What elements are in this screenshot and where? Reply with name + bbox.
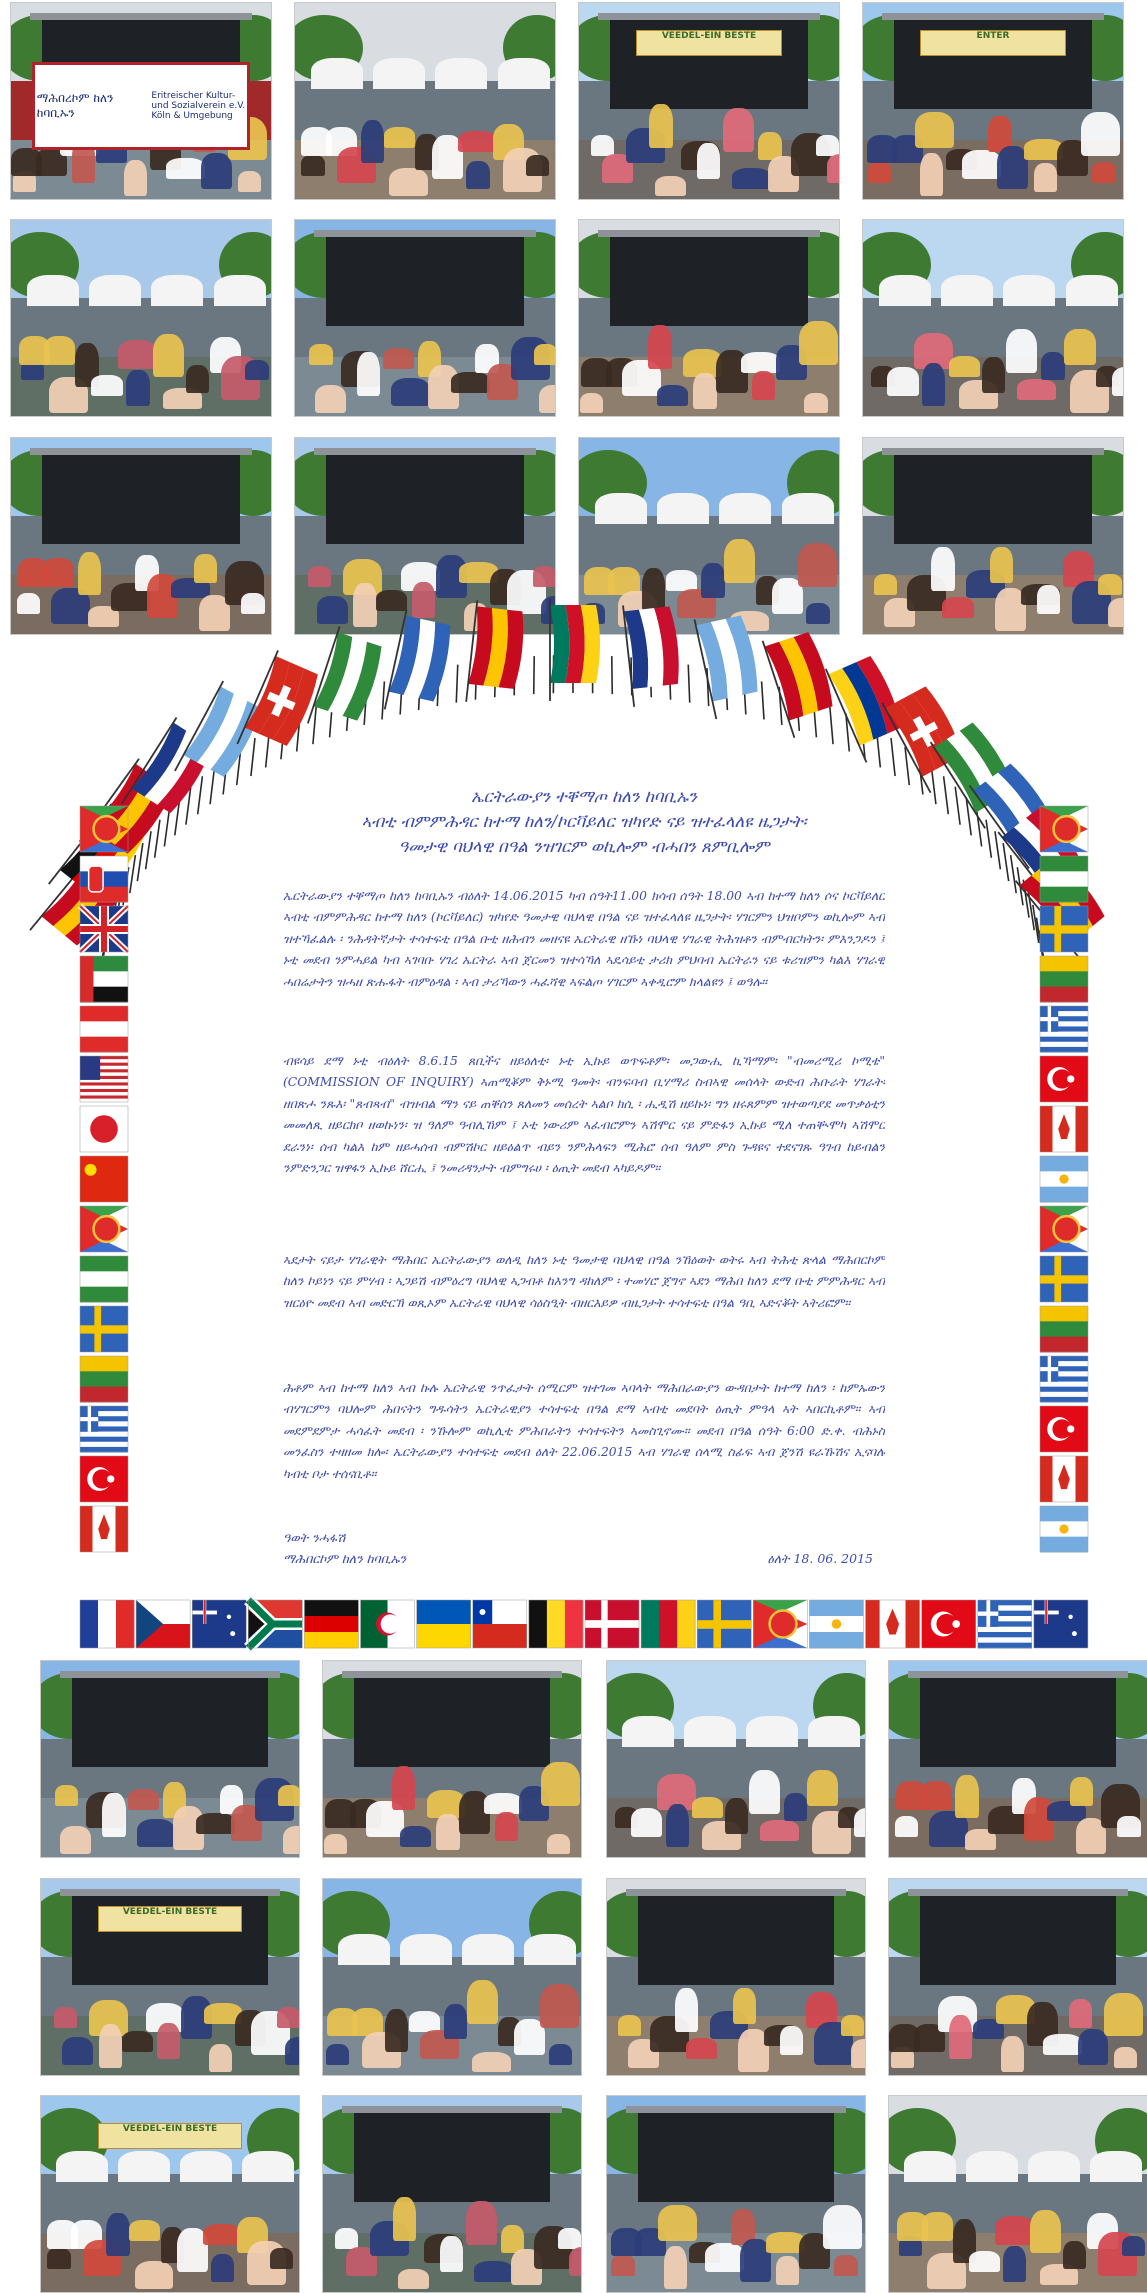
greece-flag-icon bbox=[80, 1406, 128, 1453]
crowd-square-photo bbox=[578, 219, 840, 417]
chile-flag-icon bbox=[473, 1600, 527, 1648]
stage-dance-group-photo bbox=[862, 2, 1124, 200]
argentina-flag-icon bbox=[1040, 1156, 1088, 1203]
signature-line-2: ማሕበርኮም ከለን ከባቢኡን bbox=[283, 1548, 885, 1569]
title-line-1: ኤርትራውያን ተቐማጦ ከለን ከባቢኡን bbox=[283, 784, 885, 809]
sign-text-german: Eritreischer Kultur- und Sozialverein e.V. Köln & Umgebung bbox=[151, 91, 245, 121]
australia-flag-icon bbox=[1034, 1600, 1088, 1648]
south-africa-flag-icon bbox=[248, 1600, 302, 1648]
canada-flag-icon bbox=[1040, 1456, 1088, 1502]
switzerland-arch-flag-icon bbox=[882, 679, 974, 793]
title-line-3: ዓመታዊ ባህላዊ በዓል ንዝገርም ወኪሎም ብሓበን ጸምቢሎም bbox=[283, 834, 885, 859]
turkey-flag-icon bbox=[80, 1456, 128, 1502]
spain-arch-flag-icon bbox=[30, 851, 133, 962]
germany-arch-flag-icon bbox=[49, 804, 151, 915]
algeria-flag-icon bbox=[361, 1600, 415, 1648]
eritrea-flag-icon bbox=[753, 1600, 807, 1648]
stage-banner: ENTER bbox=[920, 30, 1066, 56]
nigeria-arch-flag-icon bbox=[308, 626, 387, 739]
stage-pink-dancers-photo bbox=[40, 1878, 300, 2076]
uae-flag-icon bbox=[80, 956, 128, 1003]
stage-performers-photo bbox=[862, 219, 1124, 417]
eritrea-flag-icon bbox=[80, 1206, 128, 1252]
argentina-flag-icon bbox=[1040, 1506, 1088, 1553]
association-sign bbox=[32, 62, 250, 150]
flag-column-left bbox=[80, 806, 128, 1552]
association-sign-photo bbox=[10, 2, 272, 200]
flag-row-bottom bbox=[80, 1600, 1088, 1649]
denmark-flag-icon bbox=[585, 1600, 639, 1648]
signature-line-1: ዓወት ንሓፋሽ bbox=[283, 1527, 885, 1548]
sweden-flag-icon bbox=[1040, 1256, 1088, 1302]
coffee-guests-photo bbox=[888, 2095, 1147, 2293]
crowd-festival-photo bbox=[40, 1660, 300, 1858]
uk-arch-flag-icon bbox=[998, 801, 1100, 912]
flag-column-right bbox=[1040, 806, 1088, 1553]
nigeria-flag-icon bbox=[1040, 856, 1088, 903]
table-coffee-photo bbox=[578, 437, 840, 635]
children-dance-group-photo bbox=[40, 2095, 300, 2293]
germany-flag-icon bbox=[304, 1600, 358, 1649]
eritrea-flag-icon bbox=[80, 806, 128, 852]
crowd-trees-photo bbox=[322, 1878, 582, 2076]
slovakia-flag-icon bbox=[80, 856, 128, 903]
letter-paragraph-2-box bbox=[283, 1051, 885, 1223]
eritrea-flag-icon bbox=[1040, 806, 1088, 852]
argentina-arch-flag-icon bbox=[175, 681, 267, 795]
sweden-flag-icon bbox=[697, 1600, 751, 1648]
switzerland-arch-flag-icon bbox=[237, 650, 324, 763]
japan-flag-icon bbox=[80, 1106, 128, 1152]
greece-flag-icon bbox=[978, 1600, 1032, 1649]
austria-flag-icon bbox=[80, 1006, 128, 1053]
cameroon-flag-icon bbox=[641, 1600, 696, 1648]
spain-arch-flag-icon bbox=[1016, 849, 1119, 960]
letter-paragraph-3-box bbox=[283, 1250, 885, 1358]
band-stage-photo bbox=[606, 2095, 866, 2293]
stage-walk-photo bbox=[322, 2095, 582, 2293]
argentina-flag-icon bbox=[809, 1600, 863, 1649]
lithuania-flag-icon bbox=[1040, 956, 1088, 1003]
belgium-flag-icon bbox=[529, 1600, 584, 1648]
stage-green-dancer-photo bbox=[294, 437, 556, 635]
crowd-man-red-shirt-photo bbox=[10, 437, 272, 635]
crowd-benches-photo bbox=[606, 1878, 866, 2076]
greece-flag-icon bbox=[1040, 1356, 1088, 1403]
canada-flag-icon bbox=[866, 1600, 920, 1648]
china-flag-icon bbox=[80, 1156, 128, 1202]
lithuania-flag-icon bbox=[1040, 1306, 1088, 1353]
uk-flag-icon bbox=[80, 906, 128, 952]
coffee-ceremony-photo bbox=[888, 1878, 1147, 2076]
stage-dancers-photo bbox=[294, 2, 556, 200]
turkey-flag-icon bbox=[1040, 1056, 1088, 1102]
stage-banner: VEEDEL-EIN BESTE bbox=[636, 30, 782, 56]
colombia-arch-flag-icon bbox=[826, 649, 913, 762]
sign-text-tigrinya: ማሕበረኮም ከለን ከባቢኡን bbox=[37, 91, 152, 121]
title-line-2: ኣብቲ ብምምሕዳር ከተማ ከለን/ኮርቫይለር ዝካየድ ናይ ዝተፈላለዩ ዜጋታት፡ bbox=[283, 809, 885, 834]
honduras-arch-flag-icon bbox=[970, 756, 1070, 868]
eritrea-flag-icon bbox=[1040, 1206, 1088, 1252]
dancers-line-photo bbox=[862, 437, 1124, 635]
letter-date: ዕለት 18. 06. 2015 bbox=[768, 1548, 873, 1569]
turkey-flag-icon bbox=[922, 1600, 976, 1648]
letter-paragraph-2: ብዩሳይ ደማ ኑቲ ብዕለት 8.6.15 ጸቢችና ዘይዕለቲ፡ ኑቲ ኢኩይ ወጥፍቶም፡ መጋውሒ ኪኻማም፡ "ብመሪሚሪ ኮሚቴ" (COMMISSION OF INQUIRY) ኣጠሚቖም ቅኑሚ ዓመት፡ ብንፍባብ ቢሃማሪ ስብኣዊ መሰላት ውድብ ሕቡራት ሃገራት፡ ዘበጽሖ ንጹእ፡ "ጸብጻብ" ብዝብል ማን ናይ ጠቐሰን ጸለመን መሰረት ኣልቦ ክሲ ፡ ሒዲሽ ዘይኩነ፡ ግን ዘሩጸምም ዝተወጣያደ መጥቃዕቲን መመለጺ ዘይርክቦ ዘወኩነን፡ ዝ ዓለም ዓብሊኸም ፤ ኦቲ ነውሪም ኣፈብሮምን ኣሽሞር ናይ ምድፋን ኢኩይ ሚለ ተጠቚሞካ ኣሽሞር ደራንነ፡ ሰብ ካልእ ከም ዘይሓሰብ ብምሽኮር ዘይዕልጥ ብይን ንምሕላፍን ሚሕሮ ሰብ ዓለም ምስ ጉዳዩና ተደናገጹ ዓገብ ከይብልን ንምድንጋር ዝዋፋን ኢኩይ ሸርሒ ፤ ንመሪዳንታት ብምግሩሀ ፡ ዕጢት መደብ ኣካይዶም። bbox=[283, 1051, 885, 1179]
greece-flag-icon bbox=[1040, 1006, 1088, 1053]
letter-signature bbox=[283, 1527, 885, 1569]
stage-show-photo bbox=[322, 1660, 582, 1858]
letter-paragraph-4: ሕቶም ኣብ ከተማ ከለን ኣብ ኩሉ ኤርትራዊ ንጥፈታት ሰሚርም ዝተገመ ኣባላት ማሕበራውያን ውዳበታት ከተማ ከለን ፡ ከምኡውን ብሃገርምን ባህሎም ሕበናትን ግዱሳትን ኤርትራዊያን ተሳተፍቲ በዓል ደማ ኣብቲ መደባት ዕጢት ምዓላ ኣት ኣበርኪቶም። ኣብ መደምደምታ ሓሳፈት መደብ ፡ ንኹሎም ወኪሊቲ ምሕበራትን ተሳተፍትን ኣመስጊኖሙ። መደብ በዓል ሰዓት 6:00 ድ.ቀ. ብሕኑስ መንፈስን ተዛዘመ ክሎ፡ ኤርትራውያን ተሳተፍቲ መደብ ዕለት 22.06.2015 ኣብ ሃገራዊ ሰላሚ ስፊፍ ኣብ ጀንሽ ዩራኹሽና ኢናባሉ ካብቲ ቦታ ተሰናቢቶ። bbox=[283, 1378, 885, 1485]
uk-arch-flag-icon bbox=[122, 717, 219, 830]
letter-title bbox=[283, 784, 885, 859]
spain-arch-flag-icon bbox=[763, 625, 842, 738]
stage-banner: VEEDEL-EIN BESTE bbox=[98, 2123, 243, 2149]
czech-flag-icon bbox=[136, 1600, 190, 1648]
usa-flag-icon bbox=[80, 1056, 128, 1102]
australia-flag-icon bbox=[192, 1600, 246, 1648]
nigeria-arch-flag-icon bbox=[931, 715, 1028, 828]
stage-singers-photo bbox=[578, 2, 840, 200]
ukraine-flag-icon bbox=[417, 1600, 471, 1648]
letter-paragraph-3: ኣደታት ናይታ ሃገራዊት ማሕበር ኤርትራውያን ወለዲ ከለን ኑቲ ዓመታዊ ባህላዊ በዓል ንኸዕወት ወትሩ ኣብ ትሕቲ ጽላል ማሕበርኮም ከለን ኮይነን ናይ ምሃብ ፡ ኣጋይሽ ብምዕረግ ባህላዊ ኣጋብቶ ከእንግ ዳከለም ፡ ተመሃሮ ጀግኖ ኣደን ማሕበ ከለን ደማ ቡቲ ምምሕዳር ኣብ ዝርዕዮ መደብ ኣብ መድርኽ ወጺኦም ኤርትራዊ ባህላዊ ሳዕስዒት ብዘርእይዎ ብዜጋታት ተሳተፍቲ በዓል ዓቢ ኣድናቖት ኣትሪፎም። bbox=[283, 1250, 885, 1314]
spain-arch-flag-icon bbox=[80, 759, 180, 871]
letter-paragraph-1-box bbox=[283, 886, 885, 1036]
crowd-tents-photo bbox=[10, 219, 272, 417]
table-guests-photo bbox=[606, 1660, 866, 1858]
france-flag-icon bbox=[80, 1600, 135, 1648]
letter-paragraph-4-box bbox=[283, 1378, 885, 1508]
street-dancers-photo bbox=[888, 1660, 1147, 1858]
nigeria-flag-icon bbox=[80, 1256, 128, 1303]
letter-paragraph-1: ኤርትራውያን ተቐማጦ ከለን ከባቢኡን ብዕለት 14.06.2015 ካብ ሰዓት11.00 ክሳብ ሰዓት 18.00 ኣብ ከተማ ከለን ሶና ኮርቫይለር ኣብቲ ብምምሕዳር ከተማ ከለን (ኮርቫይለር) ዝካየድ ዓመታዊ ባህላዊ በዓል ናይ ዝተፈላለዩ ዜጋታት፡ ሃገርምን ህዝቦምን ወኪሎም ኣብ ዝተኻፈልሉ ፡ ንሕዳትኛታት ተሳተፍቲ በዓል ቡቲ ዘሕብን መዘናዩ ኤርትራዊ ዘኹነ ባህላዊ ሃገራዊ ትሕዝቶን ብምብርካትን፡ ምእንጋዶን ፤ ኑቲ መደብ ንምሓይል ካብ ኣገባቡ ሃገረ ኤርትራ ኣብ ጀርመን ዝተሳኻለ ኣዴሳይቲ ታሪክ ምህባብ ኤርትራን ናይ ቱሪዝምን ካልእ ሃገራዊ ሓበሬታትን ዝሓዘ ጽሑፋት ብምዕዳል ፡ ኣብ ታሪኻውን ሓፈሻዊ ኣፍልጦ ሃገርም ኣቀዲሮም ክላልዩን ፤ ወዓሉ። bbox=[283, 886, 885, 993]
stage-children-pink-photo bbox=[294, 219, 556, 417]
sweden-flag-icon bbox=[1040, 906, 1088, 952]
canada-flag-icon bbox=[80, 1506, 128, 1552]
stage-banner: VEEDEL-EIN BESTE bbox=[98, 1906, 243, 1932]
turkey-flag-icon bbox=[1040, 1406, 1088, 1452]
sweden-flag-icon bbox=[80, 1306, 128, 1352]
lithuania-flag-icon bbox=[80, 1356, 128, 1403]
canada-flag-icon bbox=[1040, 1106, 1088, 1152]
